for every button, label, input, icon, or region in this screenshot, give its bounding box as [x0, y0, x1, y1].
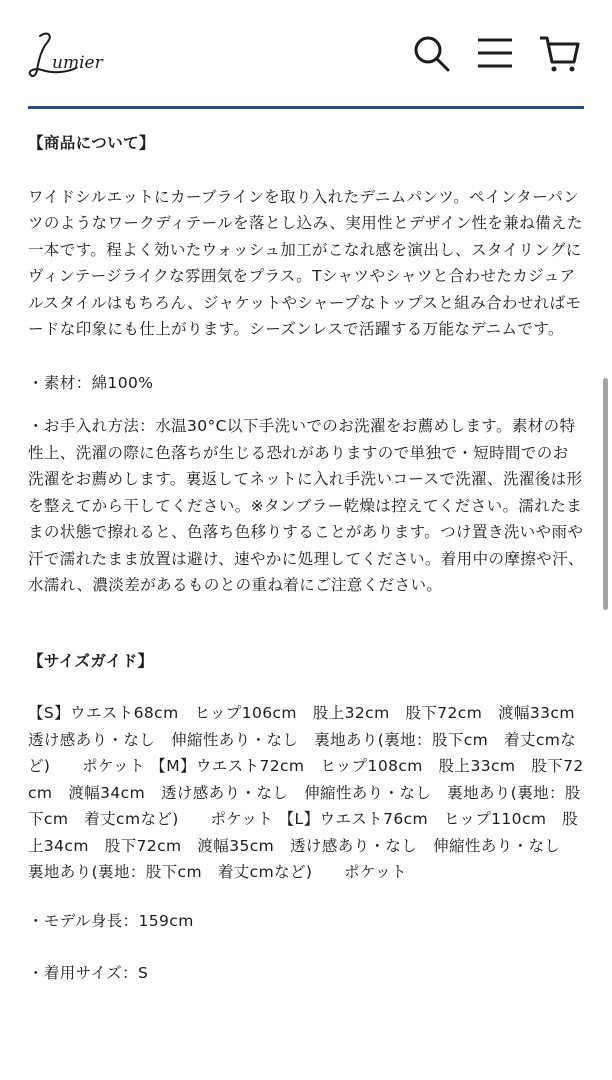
- menu-icon[interactable]: [474, 32, 516, 74]
- header-divider: [28, 106, 584, 109]
- product-section-heading: 【商品について】: [28, 134, 155, 152]
- site-header: [0, 0, 612, 108]
- material-info: ・素材：綿100%: [28, 373, 154, 392]
- search-icon[interactable]: [410, 32, 452, 74]
- model-height: ・モデル身長：159cm: [28, 911, 194, 930]
- brand-logo-graphic: [28, 30, 140, 82]
- wearing-size: ・着用サイズ：S: [28, 964, 149, 982]
- care-instructions: ・お手入れ方法：水温30°C以下手洗いでのお洗濯をお薦めします。素材の特性上、洗濯の際に色落ちが生じる恐れがありますので単独で・短時間でのお洗濯をお薦めします。裏返してネットに入れ手洗いコースで洗濯、洗濯後は形を整えてから干してください。※タンブラー乾燥は控えてください。濡れたままの状態で擦れると、色落ち色移りすることがあります。つけ置き洗いや雨や汗で濡れたまま放置は避け、速やかに処理してください。着用中の摩擦や汗、水濡れ、濃淡差があるものとの重ね着にご注意ください。: [28, 417, 584, 594]
- size-guide-heading: 【サイズガイド】: [28, 651, 154, 670]
- svg-text:umier: umier: [52, 53, 103, 73]
- product-details: [28, 130, 591, 987]
- brand-logo[interactable]: [28, 30, 140, 82]
- scrollbar-thumb[interactable]: [603, 378, 608, 610]
- product-description: ワイドシルエットにカーブラインを取り入れたデニムパンツ。ペインターパンツのようなワークディテールを落とし込み、実用性とデザイン性を兼ね備えた一本です。程よく効いたウォッシュ加工がこなれ感を演出し、スタイリングにヴィンテージライクな雰囲気をプラス。Tシャツやシャツと合わせたカジュアルスタイルはもちろん、ジャケットやシャープなトップスと組み合わせればモードな印象にも仕上がります。シーズンレスで活躍する万能なデニムです。: [28, 187, 583, 338]
- size-guide-text: 【S】ウエスト68cm ヒップ106cm 股上32cm 股下72cm 渡幅33cm 透け感あり・なし 伸縮性あり・なし 裏地あり(裏地：股下cm 着丈cmなど) ポケット 【M】ウエスト72cm ヒップ108cm 股上33cm 股下72cm 渡幅34cm 透け感あり・なし 伸縮性あり・なし 裏地あり(裏地：股下cm 着丈cmなど) ポケット 【L】ウエスト76cm ヒップ110cm 股上34cm 股下72cm 渡幅35cm 透け感あり・なし 伸縮性あり・なし 裏地あり(裏地：股下cm 着丈cmなど) ポケット: [28, 704, 591, 881]
- cart-icon[interactable]: [538, 32, 580, 74]
